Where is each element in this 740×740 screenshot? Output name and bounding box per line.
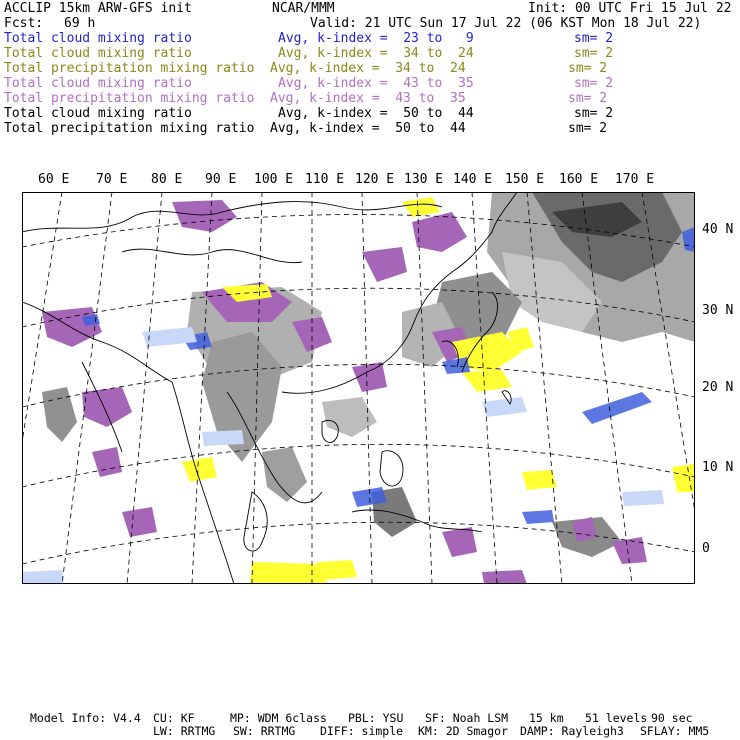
lon-label: 80 E: [151, 172, 183, 187]
valid-time: Valid: 21 UTC Sun 17 Jul 22 (06 KST Mon 18 Jul 22): [310, 16, 702, 31]
footer-pbl: PBL: YSU: [348, 711, 404, 725]
footer-sw: SW: RRTMG: [233, 724, 296, 738]
footer-levels: 51 levels: [585, 711, 648, 725]
field-name: Total precipitation mixing ratio: [4, 121, 255, 136]
field-sm: sm= 2: [574, 106, 614, 121]
lat-label: 30 N: [702, 303, 734, 318]
lon-label: 120 E: [355, 172, 395, 187]
lon-label: 60 E: [38, 172, 70, 187]
field-name: Total cloud mixing ratio: [4, 46, 192, 61]
forecast-map: [22, 192, 695, 584]
lon-label: 70 E: [96, 172, 128, 187]
field-stat: Avg, k-index = 50 to 44: [278, 106, 474, 121]
field-stat: Avg, k-index = 43 to 35: [270, 91, 466, 106]
footer-sflay: SFLAY: MM5: [640, 724, 710, 738]
lat-label: 0: [702, 541, 710, 556]
field-name: Total cloud mixing ratio: [4, 106, 192, 121]
footer-resolution: 15 km: [529, 711, 564, 725]
field-sm: sm= 2: [574, 31, 614, 46]
lon-label: 150 E: [505, 172, 545, 187]
lon-label: 160 E: [559, 172, 599, 187]
lat-label: 40 N: [702, 222, 734, 237]
field-stat: Avg, k-index = 23 to 9: [278, 31, 474, 46]
field-stat: Avg, k-index = 50 to 44: [270, 121, 466, 136]
field-sm: sm= 2: [568, 121, 608, 136]
field-name: Total precipitation mixing ratio: [4, 91, 255, 106]
field-name: Total cloud mixing ratio: [4, 76, 192, 91]
footer-sf: SF: Noah LSM: [425, 711, 509, 725]
field-sm: sm= 2: [574, 46, 614, 61]
footer-damp: DAMP: Rayleigh3: [520, 724, 624, 738]
fcst-label: Fcst:: [4, 16, 44, 31]
lon-label: 130 E: [404, 172, 444, 187]
field-sm: sm= 2: [574, 76, 614, 91]
footer-timestep: 90 sec: [651, 711, 693, 725]
lon-label: 90 E: [205, 172, 237, 187]
footer-cu: CU: KF: [153, 711, 195, 725]
model-title: ACCLIP 15km ARW-GFS init: [4, 1, 192, 16]
footer-lw: LW: RRTMG: [153, 724, 216, 738]
lon-label: 140 E: [453, 172, 493, 187]
org-label: NCAR/MMM: [272, 1, 335, 16]
field-sm: sm= 2: [568, 61, 608, 76]
field-stat: Avg, k-index = 43 to 35: [278, 76, 474, 91]
field-name: Total cloud mixing ratio: [4, 31, 192, 46]
field-stat: Avg, k-index = 34 to 24: [278, 46, 474, 61]
fcst-value: 69 h: [64, 16, 96, 31]
footer-mp: MP: WDM 6class: [230, 711, 327, 725]
footer-km: KM: 2D Smagor: [418, 724, 509, 738]
init-time: Init: 00 UTC Fri 15 Jul 22: [528, 1, 732, 16]
field-sm: sm= 2: [568, 91, 608, 106]
lat-label: 20 N: [702, 380, 734, 395]
lat-label: 10 N: [702, 460, 734, 475]
footer-diff: DIFF: simple: [320, 724, 404, 738]
lon-label: 100 E: [254, 172, 294, 187]
footer-model-info: Model Info: V4.4: [30, 711, 141, 725]
lon-label: 110 E: [305, 172, 345, 187]
field-name: Total precipitation mixing ratio: [4, 61, 255, 76]
lon-label: 170 E: [615, 172, 655, 187]
field-stat: Avg, k-index = 34 to 24: [270, 61, 466, 76]
